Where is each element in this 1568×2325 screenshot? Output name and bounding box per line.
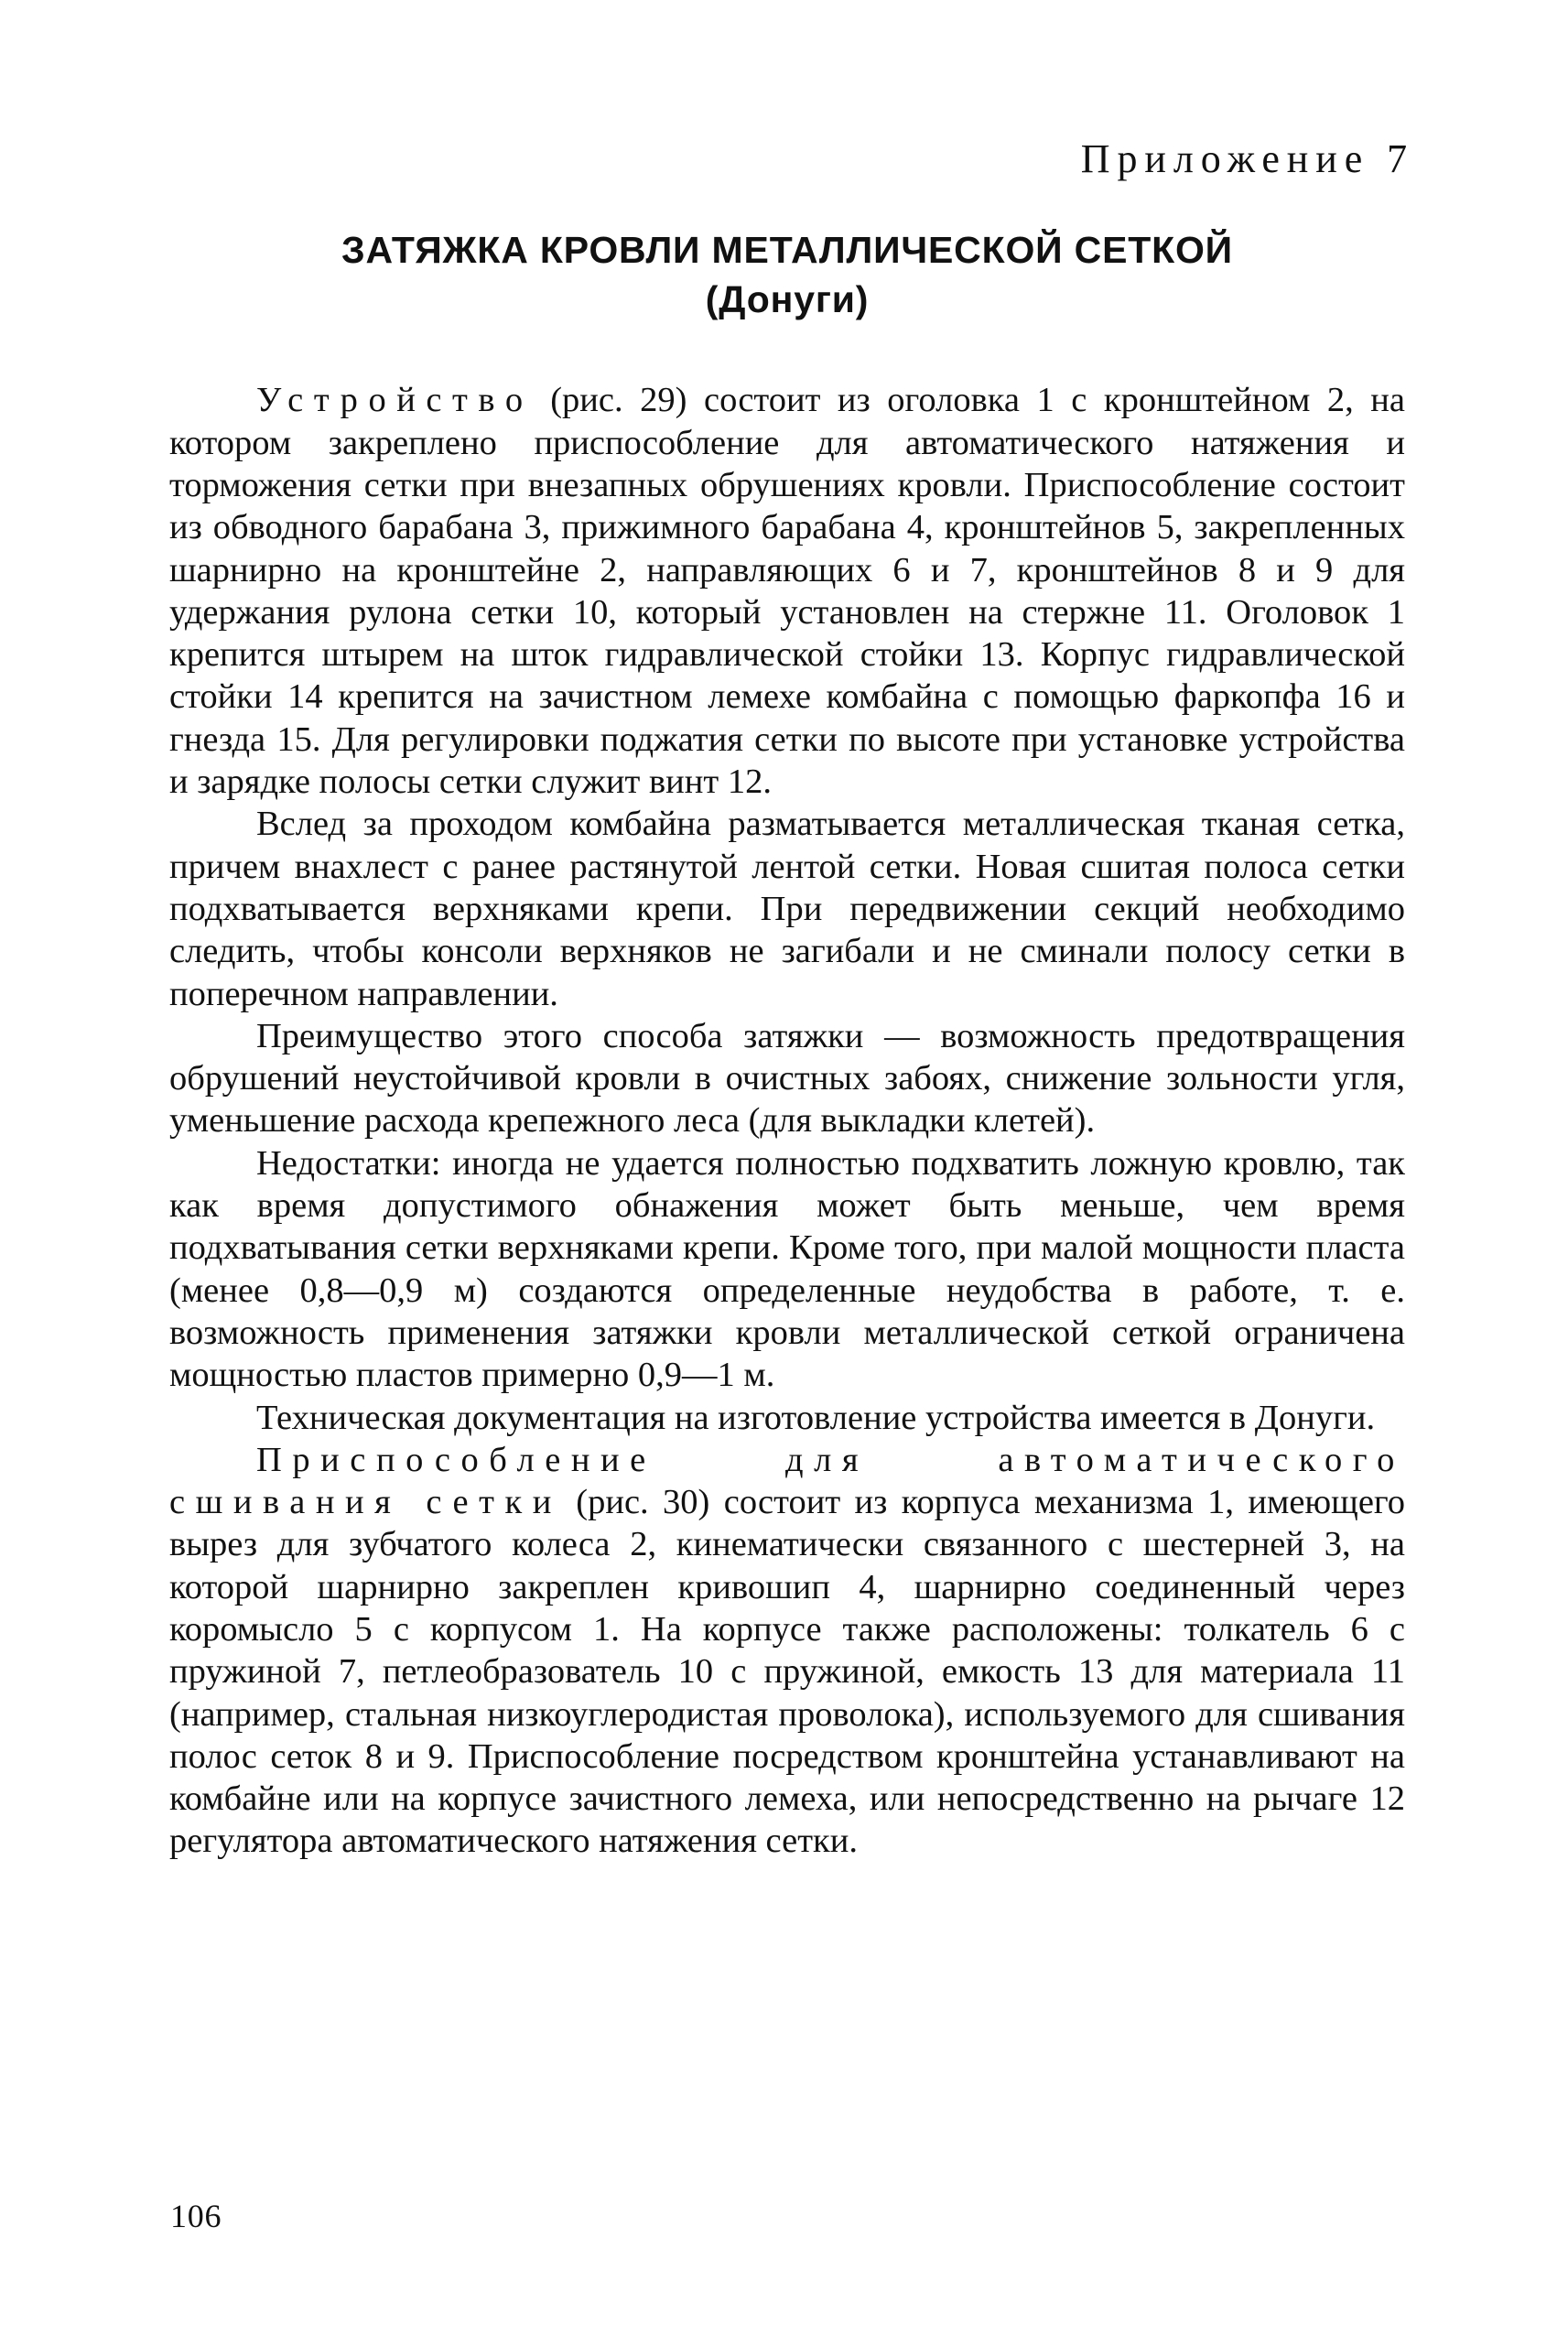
paragraph bbox=[169, 1397, 1405, 1439]
paragraph bbox=[169, 803, 1405, 1014]
page-content bbox=[169, 136, 1414, 1863]
paragraph bbox=[169, 379, 1405, 803]
paragraph-text: (рис. 29) состоит из оголовка 1 с кронштейном 2, на котором закреплено приспособление для автоматического натяжения и торможения сетки при внезапных обрушениях кровли. Приспособление состоит из обводного барабана 3, прижимного барабана 4, кронштейнов 5, закрепленных шарнирно на кронштейне 2, направляющих 6 и 7, кронштейнов 8 и 9 для удержания рулона сетки 10, который установлен на стержне 11. Оголовок 1 крепится штырем на шток гидравлической стойки 13. Корпус гидравлической стойки 14 крепится на зачистном лемехе комбайна с помощью фаркопфа 16 и гнезда 15. Для регулировки поджатия сетки по высоте при установке устройства и зарядке полосы сетки служит винт 12. bbox=[169, 381, 1405, 802]
page-title bbox=[169, 225, 1405, 324]
title-line-2: (Донуги) bbox=[705, 278, 870, 321]
page-number: 106 bbox=[170, 2198, 222, 2234]
paragraph-text: (рис. 30) состоит из корпуса механизма 1, имеющего вырез для зубчатого колеса 2, кинематически связанного с шестерней 3, на которой шарнирно закреплен кривошип 4, шарнирно соединенный через коромысло 5 с корпусом 1. На корпусе также расположены: толкатель 6 с пружиной 7, петлеобразователь 10 с пружиной, емкость 13 для материала 11 (например, стальная низкоуглеродистая проволока), используемого для сшивания полос сеток 8 и 9. Приспособление посредством кронштейна устанавливают на комбайне или на корпусе зачистного лемеха, или непосредственно на рычаге 12 регулятора автоматического натяжения сетки. bbox=[169, 1483, 1405, 1861]
paragraph-lead: Приспособление для автоматического сшивания сетки bbox=[169, 1440, 1405, 1522]
paragraph-lead: Устройство bbox=[256, 381, 534, 420]
paragraph-text: Вслед за проходом комбайна разматывается металлическая тканая сетка, причем внахлест с ранее растянутой лентой сетки. Новая сшитая полоса сетки подхватывается верхняками крепи. При передвижении секций необходимо следить, чтобы консоли верхняков не загибали и не сминали полосу сетки в поперечном направлении. bbox=[169, 805, 1405, 1013]
paragraph bbox=[169, 1142, 1405, 1397]
appendix-label: Приложение 7 bbox=[1080, 136, 1414, 181]
paragraph-text: Техническая документация на изготовление устройства имеется в Донуги. bbox=[256, 1398, 1376, 1437]
paragraph-text: Недостатки: иногда не удается полностью подхватить ложную кровлю, так как время допустимого обнажения может быть меньше, чем время подхватывания сетки верхняками крепи. Кроме того, при малой мощности пласта (менее 0,8—0,9 м) создаются определенные неудобства в работе, т. е. возможность применения затяжки кровли металлической сеткой ограничена мощностью пластов примерно 0,9—1 м. bbox=[169, 1143, 1405, 1395]
paragraph bbox=[169, 1439, 1405, 1863]
paragraph-text: Преимущество этого способа затяжки — возможность предотвращения обрушений неустойчивой кровли в очистных забоях, снижение зольности угля, уменьшение расхода крепежного леса (для выкладки клетей). bbox=[169, 1016, 1405, 1141]
body-text bbox=[169, 379, 1405, 1862]
title-line-1: ЗАТЯЖКА КРОВЛИ МЕТАЛЛИЧЕСКОЙ СЕТКОЙ bbox=[341, 229, 1233, 272]
paragraph bbox=[169, 1015, 1405, 1142]
